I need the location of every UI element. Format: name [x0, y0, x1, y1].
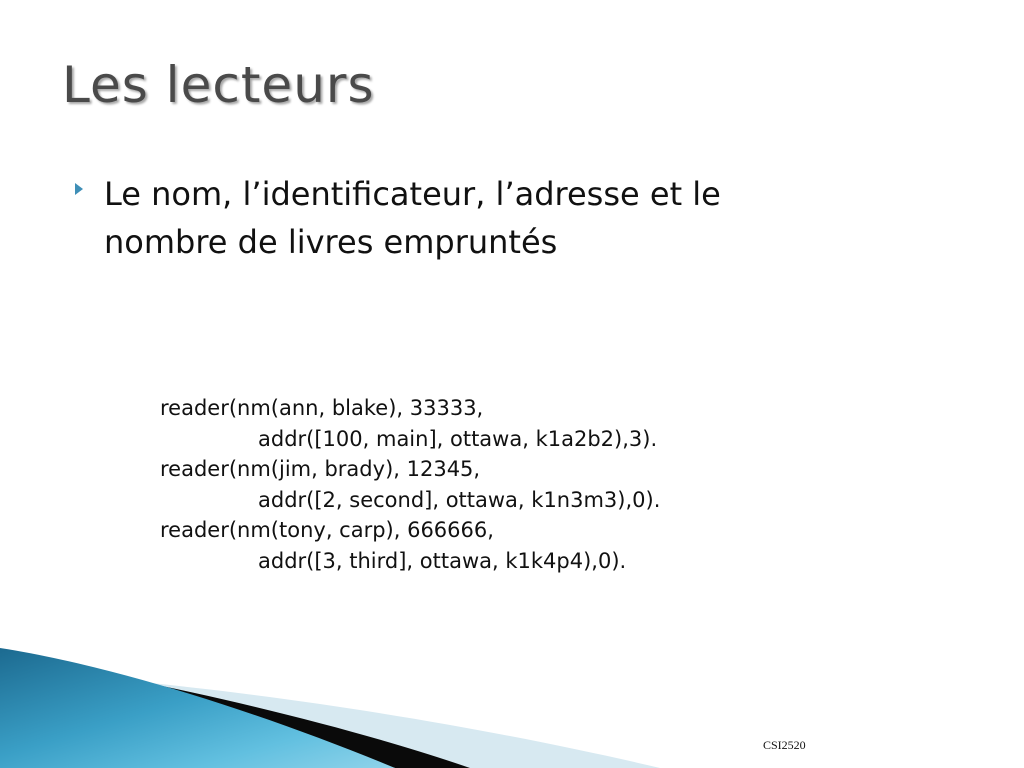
code-line: addr([2, second], ottawa, k1n3m3),0). [258, 487, 661, 512]
code-line: reader(nm(ann, blake), 33333, [160, 396, 484, 420]
bullet-text: Le nom, l’identificateur, l’adresse et le nombre de livres empruntés [104, 175, 721, 261]
code-line: addr([3, third], ottawa, k1k4p4),0). [258, 548, 627, 573]
slide-title: Les lecteurs [62, 56, 375, 114]
code-line: addr([100, main], ottawa, k1a2b2),3). [258, 426, 658, 451]
code-line: reader(nm(jim, brady), 12345, [160, 457, 481, 481]
code-line: reader(nm(tony, carp), 666666, [160, 518, 494, 542]
footer-course-code: CSI2520 [763, 738, 806, 752]
